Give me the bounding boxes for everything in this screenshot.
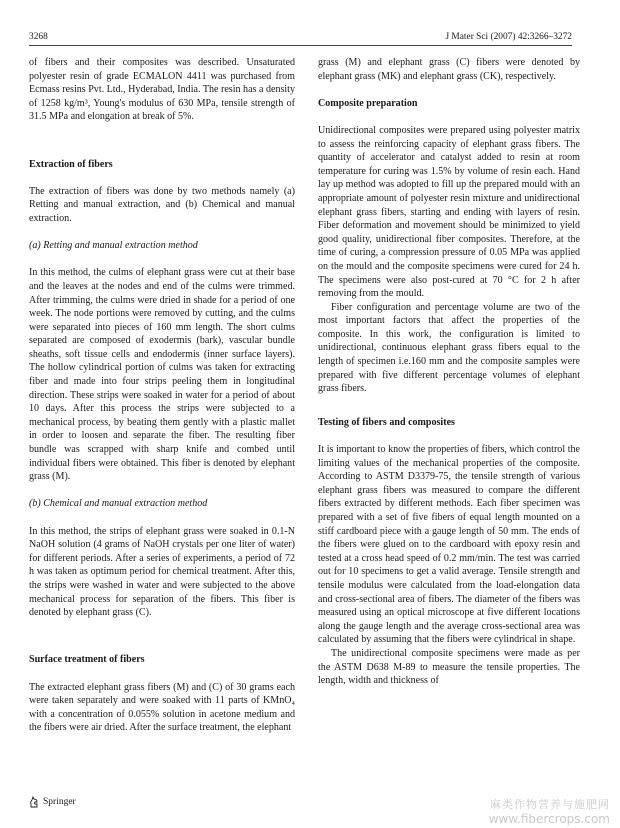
footer-publisher — [29, 796, 76, 808]
intro-paragraph: of fibers and their composites was described. Unsaturated polyester resin of grade ECMALON 4411 was purchased from Ecmass resins Pvt. Ltd., Hyderabad, India. The resin has a density of 1258 kg/m³, Young's modulus of 630 MPa, tensile strength of 31.5 MPa and elongation at break of 5%. — [29, 57, 295, 123]
configuration-paragraph: Fiber configuration and percentage volume are two of the most important factors that affect the properties of the composite. In this work, the configuration is limited to unidirectional, continuous elephant grass fibers equal to the length of specimen i.e.160 mm and the composite samples were prepared with five different percentage volumes of elephant grass fibers. — [318, 301, 580, 395]
site-watermark — [489, 796, 610, 826]
journal-citation: J Mater Sci (2007) 42:3266–3272 — [445, 32, 572, 42]
continuation-paragraph: grass (M) and elephant grass (C) fibers were denoted by elephant grass (MK) and elephant grass (CK), respectively. — [318, 57, 580, 82]
section-heading-extraction: Extraction of fibers — [29, 158, 113, 170]
unidirectional-paragraph: The unidirectional composite specimens were made as per the ASTM D638 M-89 to measure the tensile properties. The length, width and thickness of — [318, 647, 580, 687]
section-heading-surface-treatment: Surface treatment of fibers — [29, 654, 145, 666]
section-heading-testing: Testing of fibers and composites — [318, 416, 455, 428]
composite-paragraph: Unidirectional composites were prepared using polyester matrix to assess the reinforcing capacity of elephant grass fibers. The quantity of accelerator and catalyst added to resin at room temperature for curing was 1.5% by volume of resin each. Hand lay up method was adopted to fill up the prepared mould with an appropriate amount of polyester resin mixture and unidirectional elephant grass fibers, starting and ending with layers of resin. Fiber deformation and movement should be minimized to yield good quality, unidirectional fiber composites. Therefore, at the time of curing, a compression pressure of 0.05 MPa was applied on the mould and the composite specimens were cured for 24 h. The specimens were also post-cured at 70 °C for 2 h after removing from the mould. — [318, 124, 580, 300]
springer-knight-icon — [29, 796, 39, 808]
left-column — [29, 56, 295, 735]
subsection-heading-retting: (a) Retting and manual extraction method — [29, 240, 198, 252]
testing-paragraph: It is important to know the properties of fibers, which control the limiting values of the mechanical properties of the composite. According to ASTM D3379-75, the tensile strength of various elephant grass fibers was measured to compare the different fibers extracted by different methods. Each fiber specimen was prepared with a set of five fibers of equal length mounted on a stiff cardboard piece with a gauge length of 50 mm. The ends of the fibers were glued on to the cardboard with epoxy resin and tested at a cross head speed of 0.2 mm/min. The test was carried out for 10 specimens to get a valid average. Tensile strength and tensile modulus were calculated from the load-elongation data and cross-sectional area of fibers. The diameter of the fibers was measured using an optical microscope at five different locations along the gauge length and the average cross-sectional area was calculated by assuming that the fibers were cylindrical in shape. — [318, 444, 580, 646]
header-rule — [29, 45, 572, 46]
surface-treatment-paragraph: The extracted elephant grass fibers (M) and (C) of 30 grams each were taken separately and were soaked with 11 parts of KMnO₄ with a concentration of 0.055% solution in acetone medium and the fibers were air dried. After the surface treatment, the elephant — [29, 681, 295, 734]
page-number: 3268 — [29, 32, 48, 42]
watermark-chinese-text: 麻类作物营养与施肥网 — [490, 798, 610, 811]
section-heading-composite-preparation: Composite preparation — [318, 97, 418, 109]
subsection-heading-chemical: (b) Chemical and manual extraction method — [29, 498, 208, 510]
watermark-url: www.fibercrops.com — [488, 812, 610, 826]
retting-paragraph: In this method, the culms of elephant grass were cut at their base and the leaves at the nodes and end of the culms were trimmed. After trimming, the culms were dried in shade for a period of one week. The node portions were removed by cutting, and the culms were separated into pieces of 160 mm length. The short culms separated are composed of exodermis (bark), vascular bundle sheaths, soft tissue cells and endodermis (inner surface layers). The hollow cylindrical portion of culms was taken for extracting fiber and made into four strips peeling them in longitudinal direction. These strips were soaked in water for a period of about 10 days. After this process the strips were subjected to a mechanical process, by beating them gently with a plastic mallet in order to loosen and separate the fiber. The resulting fiber bundle was scrapped with sharp knife and combed until individual fibers were obtained. This fiber is denoted by elephant grass (M). — [29, 267, 295, 483]
right-column — [318, 56, 580, 688]
extraction-paragraph: The extraction of fibers was done by two methods namely (a) Retting and manual extraction, and (b) Chemical and manual extraction. — [29, 185, 295, 224]
publisher-name: Springer — [43, 797, 76, 807]
chemical-paragraph: In this method, the strips of elephant grass were soaked in 0.1-N NaOH solution (4 grams of NaOH crystals per one liter of water) for different periods. After a series of experiments, a period of 72 h was taken as optimum period for chemical treatment. After this, the strips were washed in water and were subjected to the above mechanical process for separation of the fibers. This fiber is denoted by elephant grass (C). — [29, 525, 295, 619]
